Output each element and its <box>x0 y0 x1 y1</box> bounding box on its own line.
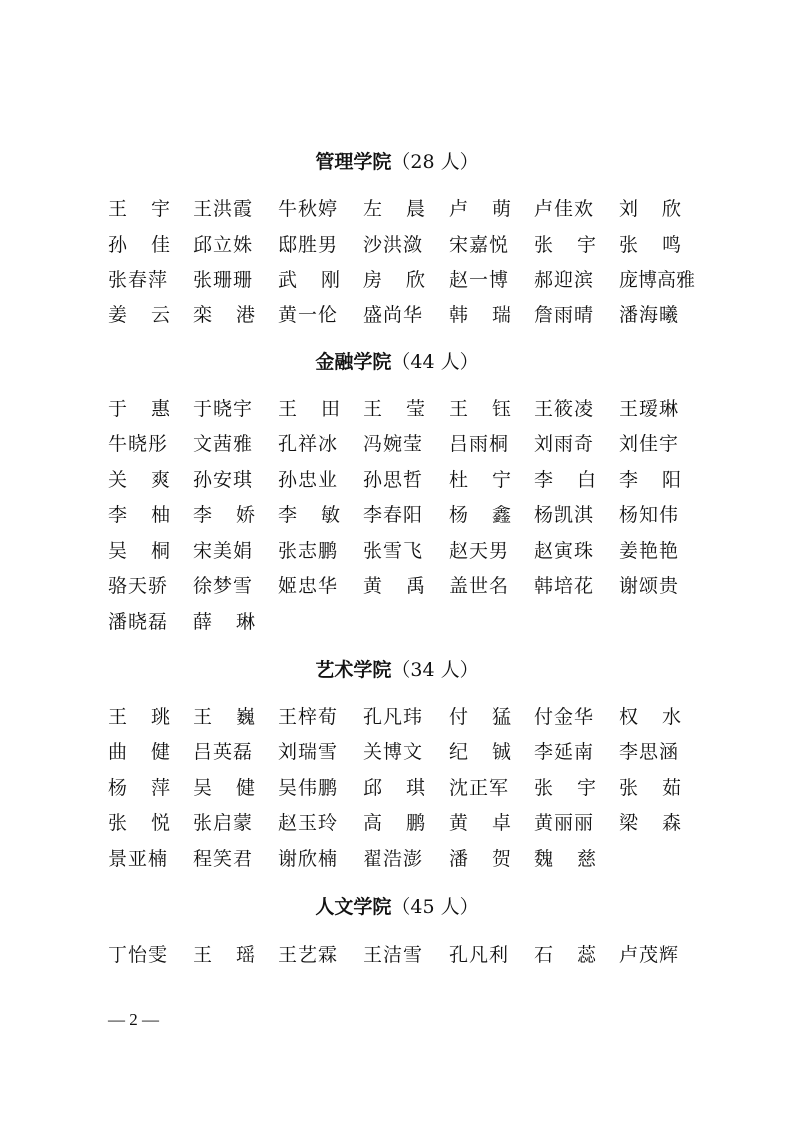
list-item: 王艺霖 <box>278 944 339 966</box>
list-item: 左 晨 <box>363 198 425 220</box>
list-item: 李思涵 <box>619 741 680 763</box>
list-item: 石 蕊 <box>534 944 596 966</box>
section-count: （28 人） <box>391 151 479 173</box>
list-item: 邱立姝 <box>193 234 254 256</box>
list-item: 付金华 <box>534 706 595 728</box>
section-title-management <box>0 150 794 174</box>
list-item: 卢佳欢 <box>534 198 595 220</box>
list-item: 丁怡雯 <box>108 944 169 966</box>
list-item: 杨 鑫 <box>449 504 511 526</box>
list-item: 高 鹏 <box>363 812 425 834</box>
list-item: 孔凡玮 <box>363 706 424 728</box>
list-item: 潘晓磊 <box>108 611 169 633</box>
list-item: 盛尚华 <box>363 304 424 326</box>
list-item: 景亚楠 <box>108 848 169 870</box>
list-item: 杨知伟 <box>619 504 680 526</box>
list-item: 杨凯淇 <box>534 504 595 526</box>
list-item: 黄 禹 <box>363 575 425 597</box>
list-item: 纪 铖 <box>449 741 511 763</box>
list-item: 吴伟鹏 <box>278 777 339 799</box>
list-item: 王洪霞 <box>193 198 254 220</box>
list-item: 徐梦雪 <box>193 575 254 597</box>
list-item: 姜艳艳 <box>619 540 680 562</box>
list-item: 牛秋婷 <box>278 198 339 220</box>
list-item: 付 猛 <box>449 706 511 728</box>
list-item: 梁 森 <box>619 812 681 834</box>
list-item: 王 巍 <box>193 706 255 728</box>
list-item: 李 敏 <box>278 504 340 526</box>
list-item: 王 莹 <box>363 398 425 420</box>
list-item: 张启蒙 <box>193 812 254 834</box>
list-item: 刘瑞雪 <box>278 741 339 763</box>
list-item: 沈正军 <box>449 777 510 799</box>
list-item: 王 钰 <box>449 398 511 420</box>
list-item: 韩培花 <box>534 575 595 597</box>
list-item: 房 欣 <box>363 269 425 291</box>
list-item: 刘佳宇 <box>619 433 680 455</box>
list-item: 邱 琪 <box>363 777 425 799</box>
list-item: 文茜雅 <box>193 433 254 455</box>
section-count: （45 人） <box>391 896 479 918</box>
list-item: 卢茂辉 <box>619 944 680 966</box>
list-item: 王筱凌 <box>534 398 595 420</box>
section-count: （44 人） <box>391 351 479 373</box>
list-item: 宋嘉悦 <box>449 234 510 256</box>
list-item: 黄丽丽 <box>534 812 595 834</box>
list-item: 姬忠华 <box>278 575 339 597</box>
list-item: 李 柚 <box>108 504 170 526</box>
list-item: 李 娇 <box>193 504 255 526</box>
list-item: 吴 健 <box>193 777 255 799</box>
list-item: 谢颂贵 <box>619 575 680 597</box>
list-item: 张 鸣 <box>619 234 681 256</box>
list-item: 赵寅珠 <box>534 540 595 562</box>
list-item: 吕雨桐 <box>449 433 510 455</box>
list-item: 武 刚 <box>278 269 340 291</box>
list-item: 张 悦 <box>108 812 170 834</box>
list-item: 邸胜男 <box>278 234 339 256</box>
list-item: 魏 慈 <box>534 848 596 870</box>
page-number: — 2 — <box>108 1010 159 1029</box>
list-item: 王 瑶 <box>193 944 255 966</box>
list-item: 黄 卓 <box>449 812 511 834</box>
list-item: 权 水 <box>619 706 681 728</box>
list-item: 孔祥冰 <box>278 433 339 455</box>
list-item: 牛晓彤 <box>108 433 169 455</box>
list-item: 杨 萍 <box>108 777 170 799</box>
section-count: （34 人） <box>391 659 479 681</box>
list-item: 曲 健 <box>108 741 170 763</box>
list-item: 张春萍 <box>108 269 169 291</box>
list-item: 王瑷琳 <box>619 398 680 420</box>
section-title-art <box>0 658 794 682</box>
list-item: 李 白 <box>534 469 596 491</box>
list-item: 关博文 <box>363 741 424 763</box>
list-item: 薛 琳 <box>193 611 255 633</box>
list-item: 詹雨晴 <box>534 304 595 326</box>
list-item: 孙思哲 <box>363 469 424 491</box>
section-name: 管理学院 <box>315 151 392 173</box>
list-item: 孙忠业 <box>278 469 339 491</box>
section-title-humanities <box>0 895 794 919</box>
list-item: 韩 瑞 <box>449 304 511 326</box>
list-item: 盖世名 <box>449 575 510 597</box>
list-item: 李 阳 <box>619 469 681 491</box>
list-item: 栾 港 <box>193 304 255 326</box>
list-item: 潘 贺 <box>449 848 511 870</box>
list-item: 于晓宇 <box>193 398 254 420</box>
list-item: 冯婉莹 <box>363 433 424 455</box>
list-item: 沙洪潋 <box>363 234 424 256</box>
section-title-finance <box>0 350 794 374</box>
list-item: 孔凡利 <box>449 944 510 966</box>
section-name: 金融学院 <box>315 351 392 373</box>
list-item: 程笑君 <box>193 848 254 870</box>
list-item: 李延南 <box>534 741 595 763</box>
list-item: 赵玉玲 <box>278 812 339 834</box>
list-item: 李春阳 <box>363 504 424 526</box>
section-name: 人文学院 <box>315 896 392 918</box>
list-item: 吕英磊 <box>193 741 254 763</box>
list-item: 潘海曦 <box>619 304 680 326</box>
list-item: 郝迎滨 <box>534 269 595 291</box>
section-name: 艺术学院 <box>315 659 392 681</box>
list-item: 姜 云 <box>108 304 170 326</box>
list-item: 赵一博 <box>449 269 510 291</box>
list-item: 孙安琪 <box>193 469 254 491</box>
list-item: 刘雨奇 <box>534 433 595 455</box>
list-item: 赵天男 <box>449 540 510 562</box>
list-item: 张 宇 <box>534 777 596 799</box>
list-item: 王 珧 <box>108 706 170 728</box>
list-item: 刘 欣 <box>619 198 681 220</box>
list-item: 谢欣楠 <box>278 848 339 870</box>
list-item: 黄一伦 <box>278 304 339 326</box>
list-item: 庞博高雅 <box>619 269 696 291</box>
list-item: 宋美娟 <box>193 540 254 562</box>
list-item: 王梓荀 <box>278 706 339 728</box>
list-item: 张志鹏 <box>278 540 339 562</box>
list-item: 王 宇 <box>108 198 170 220</box>
list-item: 关 爽 <box>108 469 170 491</box>
list-item: 张雪飞 <box>363 540 424 562</box>
list-item: 张 宇 <box>534 234 596 256</box>
list-item: 孙 佳 <box>108 234 170 256</box>
list-item: 吴 桐 <box>108 540 170 562</box>
list-item: 骆天骄 <box>108 575 169 597</box>
list-item: 翟浩澎 <box>363 848 424 870</box>
list-item: 王 田 <box>278 398 340 420</box>
list-item: 杜 宁 <box>449 469 511 491</box>
list-item: 张珊珊 <box>193 269 254 291</box>
list-item: 张 茹 <box>619 777 681 799</box>
list-item: 王洁雪 <box>363 944 424 966</box>
list-item: 于 惠 <box>108 398 170 420</box>
list-item: 卢 萌 <box>449 198 511 220</box>
